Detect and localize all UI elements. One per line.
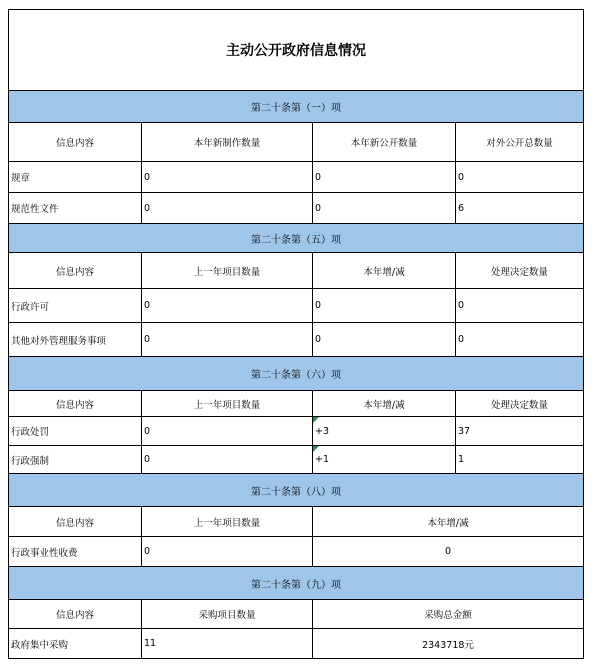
row-label: 其他对外管理服务事项 [9,323,142,357]
row-label: 政府集中采购 [9,629,142,659]
cell-value-text: +3 [315,425,330,437]
row-label: 行政许可 [9,289,142,323]
cell-value: 0 [313,193,456,224]
comment-marker-icon [313,417,319,423]
cell-value: 6 [456,193,584,224]
header-cell: 本年新公开数量 [313,123,456,162]
row-label: 行政强制 [9,446,142,474]
cell-value: 0 [456,323,584,357]
table-row [9,193,584,224]
header-cell: 上一年项目数量 [142,391,313,417]
table-row [9,162,584,193]
header-cell: 本年增/减 [313,507,584,537]
row-label: 规范性文件 [9,193,142,224]
table-row [9,629,584,659]
comment-marker-icon [313,446,319,452]
row-label: 行政处罚 [9,417,142,446]
table-row [9,446,584,474]
header-cell: 信息内容 [9,600,142,629]
table-row [9,323,584,357]
cell-value: 0 [313,289,456,323]
cell-value: 0 [142,289,313,323]
cell-value: 0 [313,323,456,357]
cell-value: 0 [142,323,313,357]
cell-value: 0 [313,162,456,193]
cell-value: 2343718元 [313,629,584,659]
header-cell: 信息内容 [9,507,142,537]
cell-value: 0 [142,537,313,567]
header-cell: 本年增/减 [313,391,456,417]
header-cell: 上一年项目数量 [142,253,313,289]
table-row [9,289,584,323]
table-row [9,537,584,567]
section-heading-1: 第二十条第（一）项 [9,91,584,123]
cell-value: 0 [142,446,313,474]
cell-value: 0 [142,193,313,224]
header-cell: 信息内容 [9,391,142,417]
header-cell: 处理决定数量 [456,253,584,289]
row-label: 规章 [9,162,142,193]
cell-value: 0 [142,162,313,193]
cell-value-marked [313,446,456,474]
cell-value: 0 [456,162,584,193]
cell-value-marked [313,417,456,446]
table-row [9,417,584,446]
section-heading-5: 第二十条第（五）项 [9,224,584,253]
header-cell: 采购总金额 [313,600,584,629]
row-label: 行政事业性收费 [9,537,142,567]
page-title: 主动公开政府信息情况 [9,10,584,91]
header-cell: 处理决定数量 [456,391,584,417]
header-cell: 采购项目数量 [142,600,313,629]
cell-value: 11 [142,629,313,659]
info-disclosure-table [8,9,584,659]
section-heading-8: 第二十条第（八）项 [9,474,584,507]
section-heading-9: 第二十条第（九）项 [9,567,584,600]
cell-value: 0 [313,537,584,567]
header-cell: 对外公开总数量 [456,123,584,162]
header-cell: 本年增/减 [313,253,456,289]
cell-value: 0 [142,417,313,446]
cell-value: 37 [456,417,584,446]
cell-value: 0 [456,289,584,323]
header-cell: 信息内容 [9,253,142,289]
cell-value-text: +1 [315,454,330,465]
header-cell: 信息内容 [9,123,142,162]
section-heading-6: 第二十条第（六）项 [9,357,584,391]
cell-value: 1 [456,446,584,474]
header-cell: 本年新制作数量 [142,123,313,162]
header-cell: 上一年项目数量 [142,507,313,537]
